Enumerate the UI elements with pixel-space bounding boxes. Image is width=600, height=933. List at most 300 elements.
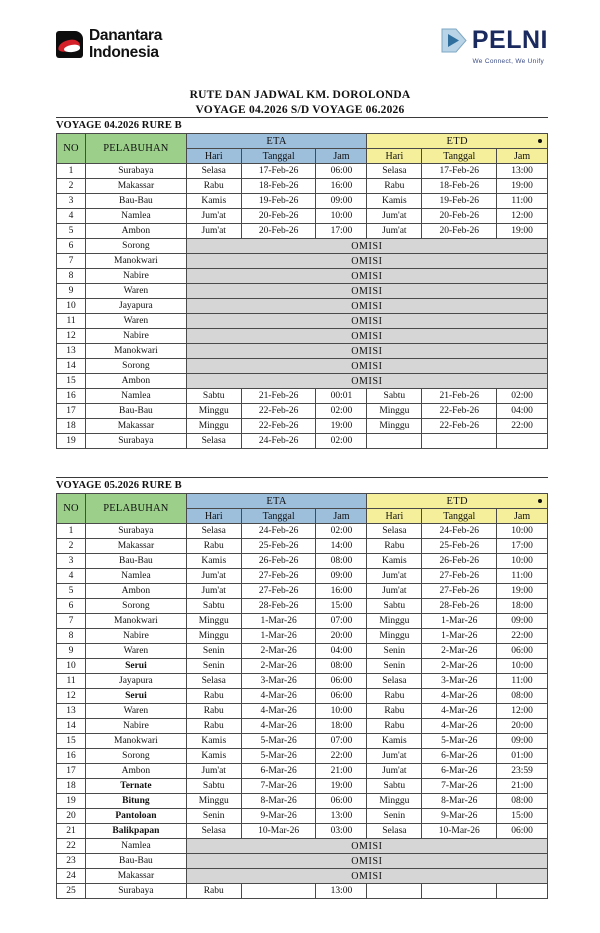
table-header [57, 134, 548, 164]
cell-etd-jam: 21:00 [497, 779, 548, 794]
column-header-eta: ETA [186, 494, 367, 509]
cell-etd-tanggal: 4-Mar-26 [422, 689, 497, 704]
cell-pelabuhan: Manokwari [86, 614, 187, 629]
cell-eta-tanggal: 8-Mar-26 [241, 794, 316, 809]
column-header-etd [367, 494, 548, 509]
cell-pelabuhan: Jayapura [86, 299, 187, 314]
cell-no: 25 [57, 884, 86, 899]
cell-etd-hari: Selasa [367, 164, 422, 179]
cell-no: 5 [57, 584, 86, 599]
cell-eta-jam: 03:00 [316, 824, 367, 839]
cell-etd-jam: 10:00 [497, 659, 548, 674]
cell-pelabuhan: Sorong [86, 599, 187, 614]
cell-eta-hari: Kamis [186, 734, 241, 749]
table-row [57, 179, 548, 194]
cell-no: 24 [57, 869, 86, 884]
table-row [57, 614, 548, 629]
column-header-eta: ETA [186, 134, 367, 149]
cell-etd-jam: 09:00 [497, 614, 548, 629]
cell-eta-hari: Jum'at [186, 764, 241, 779]
cell-eta-jam: 08:00 [316, 659, 367, 674]
cell-pelabuhan: Bau-Bau [86, 404, 187, 419]
danantara-line2: Indonesia [89, 43, 159, 61]
cell-eta-jam: 16:00 [316, 179, 367, 194]
table-row [57, 854, 548, 869]
cell-eta-hari: Kamis [186, 749, 241, 764]
column-header-eta-jam: Jam [316, 149, 367, 164]
cell-eta-hari: Selasa [186, 434, 241, 449]
column-header-eta-hari: Hari [186, 509, 241, 524]
cell-no: 11 [57, 674, 86, 689]
cell-pelabuhan: Bitung [86, 794, 187, 809]
cell-etd-jam: 09:00 [497, 734, 548, 749]
table-row [57, 164, 548, 179]
cell-etd-hari: Rabu [367, 179, 422, 194]
cell-etd-jam: 10:00 [497, 524, 548, 539]
pelni-chevron-icon [440, 26, 467, 55]
cell-etd-tanggal: 26-Feb-26 [422, 554, 497, 569]
cell-no: 17 [57, 764, 86, 779]
table-body [57, 524, 548, 899]
cell-eta-tanggal: 2-Mar-26 [241, 644, 316, 659]
cell-pelabuhan: Namlea [86, 389, 187, 404]
cell-eta-hari: Senin [186, 659, 241, 674]
cell-etd-hari: Kamis [367, 194, 422, 209]
cell-no: 5 [57, 224, 86, 239]
cell-etd-jam: 18:00 [497, 599, 548, 614]
cell-etd-tanggal: 7-Mar-26 [422, 779, 497, 794]
cell-pelabuhan: Makassar [86, 419, 187, 434]
cell-no: 14 [57, 359, 86, 374]
cell-no: 10 [57, 299, 86, 314]
cell-no: 13 [57, 704, 86, 719]
cell-no: 12 [57, 689, 86, 704]
cell-etd-hari: Sabtu [367, 599, 422, 614]
table-row [57, 419, 548, 434]
cell-pelabuhan: Nabire [86, 719, 187, 734]
cell-eta-hari: Sabtu [186, 389, 241, 404]
cell-no: 18 [57, 779, 86, 794]
cell-omisi: OMISI [186, 344, 547, 359]
cell-eta-hari: Minggu [186, 419, 241, 434]
cell-no: 9 [57, 644, 86, 659]
cell-eta-hari: Selasa [186, 824, 241, 839]
etd-marker-dot-icon [538, 139, 542, 143]
cell-no: 4 [57, 209, 86, 224]
table-row [57, 269, 548, 284]
cell-eta-jam: 06:00 [316, 689, 367, 704]
cell-pelabuhan: Jayapura [86, 674, 187, 689]
table-row [57, 584, 548, 599]
cell-pelabuhan: Ternate [86, 779, 187, 794]
cell-eta-tanggal: 22-Feb-26 [241, 419, 316, 434]
cell-etd-hari: Jum'at [367, 584, 422, 599]
cell-eta-tanggal: 2-Mar-26 [241, 659, 316, 674]
cell-etd-jam [497, 884, 548, 899]
cell-etd-tanggal: 6-Mar-26 [422, 749, 497, 764]
cell-eta-jam: 16:00 [316, 584, 367, 599]
pelni-tagline: We Connect, We Unify [472, 58, 544, 65]
table-row [57, 569, 548, 584]
cell-pelabuhan: Bau-Bau [86, 854, 187, 869]
cell-omisi: OMISI [186, 254, 547, 269]
column-header-etd-tanggal: Tanggal [422, 509, 497, 524]
cell-eta-hari: Rabu [186, 689, 241, 704]
cell-etd-hari: Sabtu [367, 389, 422, 404]
cell-eta-jam: 06:00 [316, 674, 367, 689]
cell-pelabuhan: Nabire [86, 329, 187, 344]
cell-etd-tanggal: 22-Feb-26 [422, 419, 497, 434]
column-header-eta-tanggal: Tanggal [241, 509, 316, 524]
cell-etd-hari: Senin [367, 809, 422, 824]
cell-etd-tanggal: 25-Feb-26 [422, 539, 497, 554]
cell-pelabuhan: Waren [86, 314, 187, 329]
cell-pelabuhan: Surabaya [86, 434, 187, 449]
cell-no: 1 [57, 164, 86, 179]
cell-etd-tanggal [422, 434, 497, 449]
table-row [57, 194, 548, 209]
cell-etd-hari: Jum'at [367, 224, 422, 239]
cell-etd-jam: 02:00 [497, 389, 548, 404]
cell-no: 14 [57, 719, 86, 734]
cell-etd-tanggal: 1-Mar-26 [422, 629, 497, 644]
page-title [0, 88, 600, 117]
cell-omisi: OMISI [186, 284, 547, 299]
cell-eta-hari: Rabu [186, 719, 241, 734]
cell-etd-tanggal: 2-Mar-26 [422, 644, 497, 659]
table-header-row-top [57, 494, 548, 509]
column-header-etd [367, 134, 548, 149]
cell-etd-tanggal: 1-Mar-26 [422, 614, 497, 629]
column-header-no: NO [57, 494, 86, 524]
cell-etd-tanggal: 8-Mar-26 [422, 794, 497, 809]
cell-no: 6 [57, 239, 86, 254]
cell-eta-tanggal: 27-Feb-26 [241, 584, 316, 599]
cell-eta-hari: Jum'at [186, 209, 241, 224]
cell-eta-jam: 09:00 [316, 569, 367, 584]
table-row [57, 599, 548, 614]
cell-etd-jam: 19:00 [497, 224, 548, 239]
column-header-etd-jam: Jam [497, 509, 548, 524]
cell-eta-tanggal: 24-Feb-26 [241, 524, 316, 539]
etd-marker-dot-icon [538, 499, 542, 503]
column-header-etd-jam: Jam [497, 149, 548, 164]
column-header-etd-label: ETD [446, 135, 468, 147]
danantara-line1: Danantara [89, 27, 163, 44]
cell-no: 23 [57, 854, 86, 869]
cell-etd-jam: 06:00 [497, 644, 548, 659]
cell-eta-tanggal: 5-Mar-26 [241, 734, 316, 749]
cell-no: 12 [57, 329, 86, 344]
cell-eta-jam: 00:01 [316, 389, 367, 404]
table-row [57, 734, 548, 749]
cell-no: 13 [57, 344, 86, 359]
cell-eta-tanggal: 4-Mar-26 [241, 689, 316, 704]
table-row [57, 554, 548, 569]
cell-no: 8 [57, 269, 86, 284]
cell-eta-jam: 10:00 [316, 209, 367, 224]
cell-omisi: OMISI [186, 854, 547, 869]
cell-eta-tanggal: 10-Mar-26 [241, 824, 316, 839]
cell-pelabuhan: Makassar [86, 179, 187, 194]
cell-eta-jam: 18:00 [316, 719, 367, 734]
cell-no: 15 [57, 374, 86, 389]
cell-etd-hari: Jum'at [367, 764, 422, 779]
cell-no: 20 [57, 809, 86, 824]
cell-eta-hari: Senin [186, 809, 241, 824]
cell-pelabuhan: Sorong [86, 359, 187, 374]
cell-no: 3 [57, 554, 86, 569]
table-row [57, 794, 548, 809]
table-row [57, 539, 548, 554]
table-row [57, 644, 548, 659]
cell-no: 19 [57, 794, 86, 809]
cell-etd-jam: 12:00 [497, 704, 548, 719]
cell-no: 2 [57, 539, 86, 554]
cell-eta-jam: 06:00 [316, 794, 367, 809]
cell-pelabuhan: Manokwari [86, 344, 187, 359]
table-row [57, 764, 548, 779]
cell-etd-tanggal: 10-Mar-26 [422, 824, 497, 839]
cell-omisi: OMISI [186, 239, 547, 254]
cell-eta-hari: Sabtu [186, 599, 241, 614]
cell-eta-tanggal: 9-Mar-26 [241, 809, 316, 824]
cell-eta-jam: 06:00 [316, 164, 367, 179]
cell-pelabuhan: Surabaya [86, 164, 187, 179]
cell-etd-hari: Jum'at [367, 209, 422, 224]
table-row [57, 389, 548, 404]
cell-etd-tanggal: 4-Mar-26 [422, 719, 497, 734]
cell-pelabuhan: Nabire [86, 269, 187, 284]
cell-etd-hari: Jum'at [367, 569, 422, 584]
cell-pelabuhan: Ambon [86, 584, 187, 599]
cell-etd-jam: 23:59 [497, 764, 548, 779]
table-row [57, 329, 548, 344]
cell-etd-jam: 08:00 [497, 689, 548, 704]
cell-eta-jam: 19:00 [316, 779, 367, 794]
cell-etd-hari: Rabu [367, 719, 422, 734]
cell-eta-hari: Sabtu [186, 779, 241, 794]
table-row [57, 779, 548, 794]
cell-eta-jam: 17:00 [316, 224, 367, 239]
cell-pelabuhan: Nabire [86, 629, 187, 644]
cell-etd-hari: Kamis [367, 554, 422, 569]
cell-eta-hari: Rabu [186, 539, 241, 554]
table-row [57, 284, 548, 299]
column-header-eta-jam: Jam [316, 509, 367, 524]
cell-eta-hari: Rabu [186, 704, 241, 719]
cell-etd-hari: Selasa [367, 674, 422, 689]
table-row [57, 404, 548, 419]
cell-no: 2 [57, 179, 86, 194]
cell-eta-jam: 02:00 [316, 434, 367, 449]
page-title-line1: RUTE DAN JADWAL KM. DOROLONDA [189, 89, 411, 101]
column-header-etd-label: ETD [446, 495, 468, 507]
logo-bar [0, 26, 600, 84]
column-header-etd-hari: Hari [367, 149, 422, 164]
table-row [57, 884, 548, 899]
cell-etd-hari: Minggu [367, 404, 422, 419]
cell-etd-jam: 19:00 [497, 584, 548, 599]
table-row [57, 869, 548, 884]
cell-etd-hari: Sabtu [367, 779, 422, 794]
table-row [57, 704, 548, 719]
cell-no: 16 [57, 389, 86, 404]
cell-eta-jam: 02:00 [316, 524, 367, 539]
cell-eta-tanggal: 1-Mar-26 [241, 629, 316, 644]
table-row [57, 299, 548, 314]
cell-etd-tanggal: 22-Feb-26 [422, 404, 497, 419]
column-header-no: NO [57, 134, 86, 164]
cell-eta-tanggal: 24-Feb-26 [241, 434, 316, 449]
cell-etd-hari: Senin [367, 644, 422, 659]
cell-no: 7 [57, 254, 86, 269]
cell-etd-tanggal: 27-Feb-26 [422, 584, 497, 599]
cell-pelabuhan: Sorong [86, 749, 187, 764]
pelni-logo [440, 26, 548, 65]
table-row [57, 719, 548, 734]
cell-etd-tanggal: 18-Feb-26 [422, 179, 497, 194]
cell-eta-tanggal [241, 884, 316, 899]
cell-eta-hari: Selasa [186, 164, 241, 179]
cell-pelabuhan: Waren [86, 644, 187, 659]
cell-eta-hari: Kamis [186, 554, 241, 569]
cell-eta-hari: Rabu [186, 179, 241, 194]
table-row [57, 749, 548, 764]
cell-no: 18 [57, 419, 86, 434]
cell-eta-tanggal: 19-Feb-26 [241, 194, 316, 209]
table-row [57, 239, 548, 254]
cell-eta-tanggal: 22-Feb-26 [241, 404, 316, 419]
cell-pelabuhan: Makassar [86, 869, 187, 884]
column-header-pelabuhan: PELABUHAN [86, 494, 187, 524]
cell-omisi: OMISI [186, 329, 547, 344]
cell-etd-tanggal: 9-Mar-26 [422, 809, 497, 824]
cell-no: 16 [57, 749, 86, 764]
table-row [57, 344, 548, 359]
cell-pelabuhan: Serui [86, 689, 187, 704]
cell-no: 17 [57, 404, 86, 419]
voyage-block [56, 117, 548, 449]
cell-omisi: OMISI [186, 374, 547, 389]
cell-eta-tanggal: 5-Mar-26 [241, 749, 316, 764]
cell-etd-hari: Kamis [367, 734, 422, 749]
cell-eta-hari: Jum'at [186, 224, 241, 239]
cell-eta-jam: 10:00 [316, 704, 367, 719]
cell-pelabuhan: Namlea [86, 839, 187, 854]
cell-pelabuhan: Namlea [86, 209, 187, 224]
voyage-label: VOYAGE 04.2026 RURE B [56, 117, 548, 132]
cell-etd-jam [497, 434, 548, 449]
cell-no: 10 [57, 659, 86, 674]
cell-eta-tanggal: 27-Feb-26 [241, 569, 316, 584]
table-row [57, 629, 548, 644]
cell-pelabuhan: Bau-Bau [86, 554, 187, 569]
cell-eta-jam: 19:00 [316, 419, 367, 434]
table-row [57, 314, 548, 329]
cell-eta-tanggal: 3-Mar-26 [241, 674, 316, 689]
cell-etd-jam: 15:00 [497, 809, 548, 824]
cell-etd-tanggal: 3-Mar-26 [422, 674, 497, 689]
cell-etd-jam: 01:00 [497, 749, 548, 764]
cell-eta-jam: 15:00 [316, 599, 367, 614]
cell-eta-tanggal: 7-Mar-26 [241, 779, 316, 794]
danantara-wordmark [89, 28, 162, 60]
cell-eta-tanggal: 26-Feb-26 [241, 554, 316, 569]
cell-pelabuhan: Bau-Bau [86, 194, 187, 209]
column-header-eta-hari: Hari [186, 149, 241, 164]
cell-etd-jam: 11:00 [497, 674, 548, 689]
cell-eta-tanggal: 17-Feb-26 [241, 164, 316, 179]
cell-etd-hari [367, 434, 422, 449]
cell-no: 8 [57, 629, 86, 644]
cell-eta-tanggal: 21-Feb-26 [241, 389, 316, 404]
cell-no: 9 [57, 284, 86, 299]
column-header-eta-tanggal: Tanggal [241, 149, 316, 164]
cell-pelabuhan: Waren [86, 704, 187, 719]
table-header-row-top [57, 134, 548, 149]
cell-etd-hari: Jum'at [367, 749, 422, 764]
cell-no: 21 [57, 824, 86, 839]
cell-etd-hari [367, 884, 422, 899]
cell-no: 6 [57, 599, 86, 614]
cell-eta-tanggal: 25-Feb-26 [241, 539, 316, 554]
cell-pelabuhan: Sorong [86, 239, 187, 254]
cell-eta-hari: Minggu [186, 629, 241, 644]
table-row [57, 254, 548, 269]
cell-etd-tanggal: 2-Mar-26 [422, 659, 497, 674]
cell-eta-tanggal: 1-Mar-26 [241, 614, 316, 629]
table-row [57, 689, 548, 704]
cell-etd-tanggal: 28-Feb-26 [422, 599, 497, 614]
table-row [57, 659, 548, 674]
table-row [57, 434, 548, 449]
cell-eta-hari: Selasa [186, 674, 241, 689]
column-header-etd-tanggal: Tanggal [422, 149, 497, 164]
schedule-table [56, 133, 548, 449]
danantara-logo [56, 28, 162, 60]
cell-no: 4 [57, 569, 86, 584]
voyage-label: VOYAGE 05.2026 RURE B [56, 477, 548, 492]
cell-etd-jam: 20:00 [497, 719, 548, 734]
cell-pelabuhan: Namlea [86, 569, 187, 584]
cell-omisi: OMISI [186, 839, 547, 854]
cell-etd-hari: Rabu [367, 704, 422, 719]
cell-eta-jam: 04:00 [316, 644, 367, 659]
cell-pelabuhan: Manokwari [86, 254, 187, 269]
cell-omisi: OMISI [186, 269, 547, 284]
cell-etd-tanggal: 21-Feb-26 [422, 389, 497, 404]
voyage-block [56, 477, 548, 899]
cell-eta-jam: 07:00 [316, 614, 367, 629]
cell-no: 7 [57, 614, 86, 629]
cell-eta-hari: Selasa [186, 524, 241, 539]
cell-pelabuhan: Ambon [86, 764, 187, 779]
cell-eta-hari: Rabu [186, 884, 241, 899]
cell-etd-jam: 11:00 [497, 569, 548, 584]
cell-omisi: OMISI [186, 314, 547, 329]
cell-eta-tanggal: 28-Feb-26 [241, 599, 316, 614]
cell-etd-hari: Minggu [367, 794, 422, 809]
cell-eta-tanggal: 20-Feb-26 [241, 209, 316, 224]
cell-pelabuhan: Balikpapan [86, 824, 187, 839]
cell-eta-jam: 13:00 [316, 809, 367, 824]
cell-etd-jam: 22:00 [497, 419, 548, 434]
cell-eta-jam: 07:00 [316, 734, 367, 749]
cell-etd-tanggal: 27-Feb-26 [422, 569, 497, 584]
cell-etd-hari: Minggu [367, 419, 422, 434]
cell-eta-hari: Jum'at [186, 569, 241, 584]
